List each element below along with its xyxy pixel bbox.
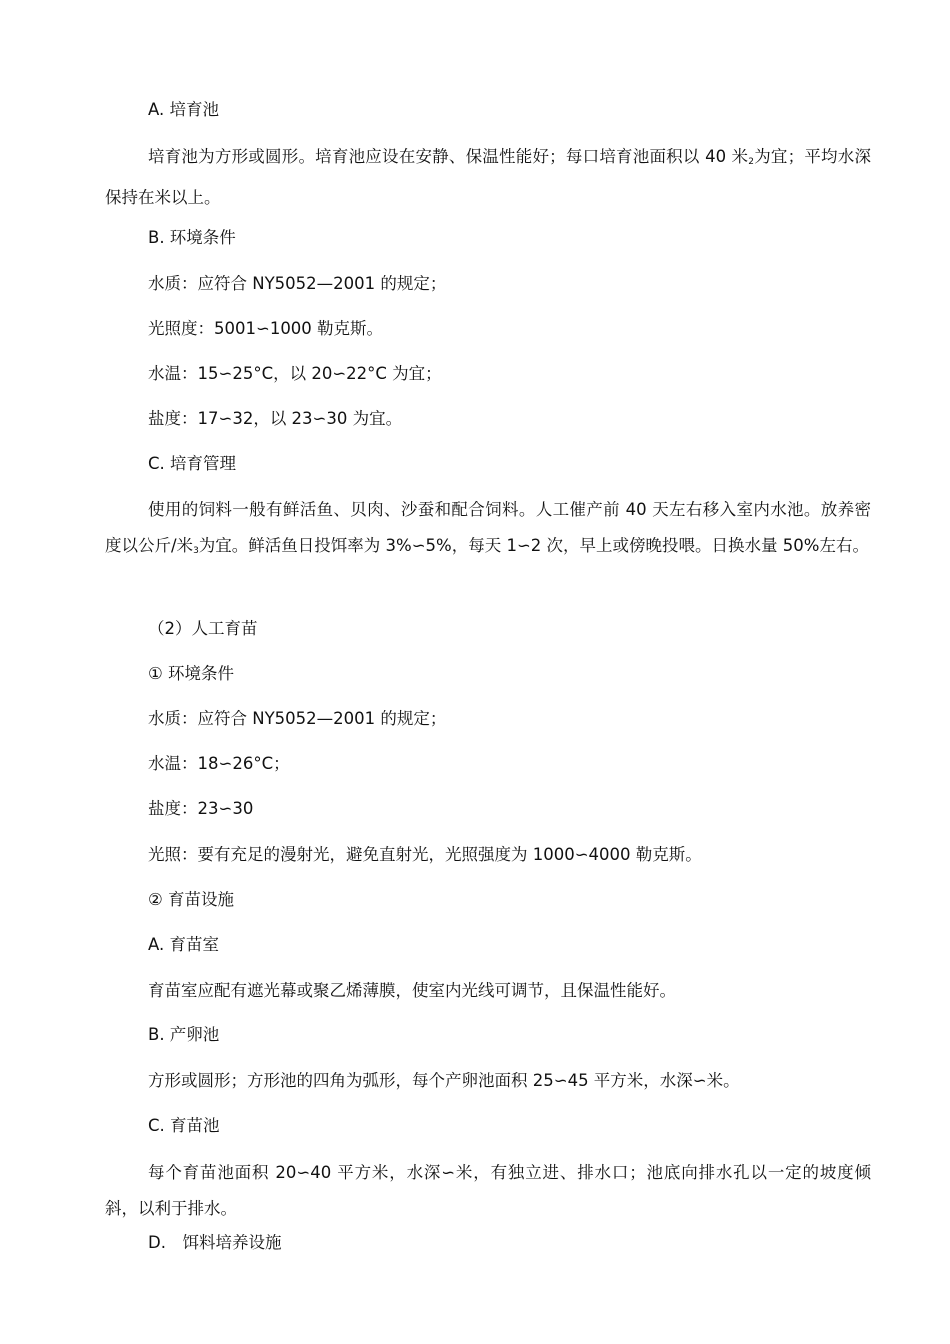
water-quality-line-2: 水质：应符合 NY5052—2001 的规定； (148, 709, 447, 728)
hatchery-room-line: 育苗室应配有遮光幕或聚乙烯薄膜，使室内光线可调节，且保温性能好。 (148, 981, 676, 1000)
spawning-pond-line: 方形或圆形；方形池的四角为弧形，每个产卵池面积 25∽45 平方米，水深∽米。 (148, 1071, 740, 1090)
section-artificial-breeding: （2）人工育苗 (148, 619, 258, 638)
heading-c-management: C. 培育管理 (148, 454, 237, 473)
illuminance-line: 光照度：5001∽1000 勒克斯。 (148, 319, 384, 338)
text: 使用的饲料一般有鲜活鱼、贝肉、沙蚕和配合饲料。人工催产前 40 天左右移入室内水池。放养密度以公斤/米 (105, 500, 871, 555)
paragraph-nursery-pond (105, 139, 871, 216)
text: 为宜。鲜活鱼日投饵率为 3%∽5%，每天 1∽2 次，早上或傍晚投喂。日换水量 50%左右。 (198, 536, 869, 555)
subscript: 3 (193, 546, 199, 556)
subsection-1-environment: ① 环境条件 (148, 664, 235, 683)
heading-a-hatchery-room: A. 育苗室 (148, 935, 219, 954)
water-temperature-line: 水温：15∽25°C，以 20∽22°C 为宜； (148, 364, 442, 383)
lighting-line: 光照：要有充足的漫射光，避免直射光，光照强度为 1000∽4000 勒克斯。 (148, 845, 702, 864)
heading-c-nursery-tank: C. 育苗池 (148, 1116, 220, 1135)
heading-d-feed-culture: D. 饵料培养设施 (148, 1233, 282, 1252)
heading-b-spawning-pond: B. 产卵池 (148, 1025, 220, 1044)
paragraph-nursery-tank: 每个育苗池面积 20∽40 平方米，水深∽米，有独立进、排水口；池底向排水孔以一定的坡度倾斜，以利于排水。 (105, 1163, 871, 1218)
water-quality-line: 水质：应符合 NY5052—2001 的规定； (148, 274, 447, 293)
text: 为宜；平均水深保持在米以上。 (105, 147, 871, 207)
heading-a-nursery-pond: A. 培育池 (148, 100, 219, 119)
salinity-line-2: 盐度：23∽30 (148, 799, 254, 818)
salinity-line: 盐度：17∽32，以 23∽30 为宜。 (148, 409, 403, 428)
subsection-2-facilities: ② 育苗设施 (148, 890, 235, 909)
heading-b-environment: B. 环境条件 (148, 228, 236, 247)
subscript: 2 (748, 157, 754, 167)
paragraph-management (105, 492, 871, 569)
text: 培育池为方形或圆形。培育池应设在安静、保温性能好；每口培育池面积以 40 米 (148, 147, 749, 166)
water-temperature-line-2: 水温：18∽26°C； (148, 754, 290, 773)
